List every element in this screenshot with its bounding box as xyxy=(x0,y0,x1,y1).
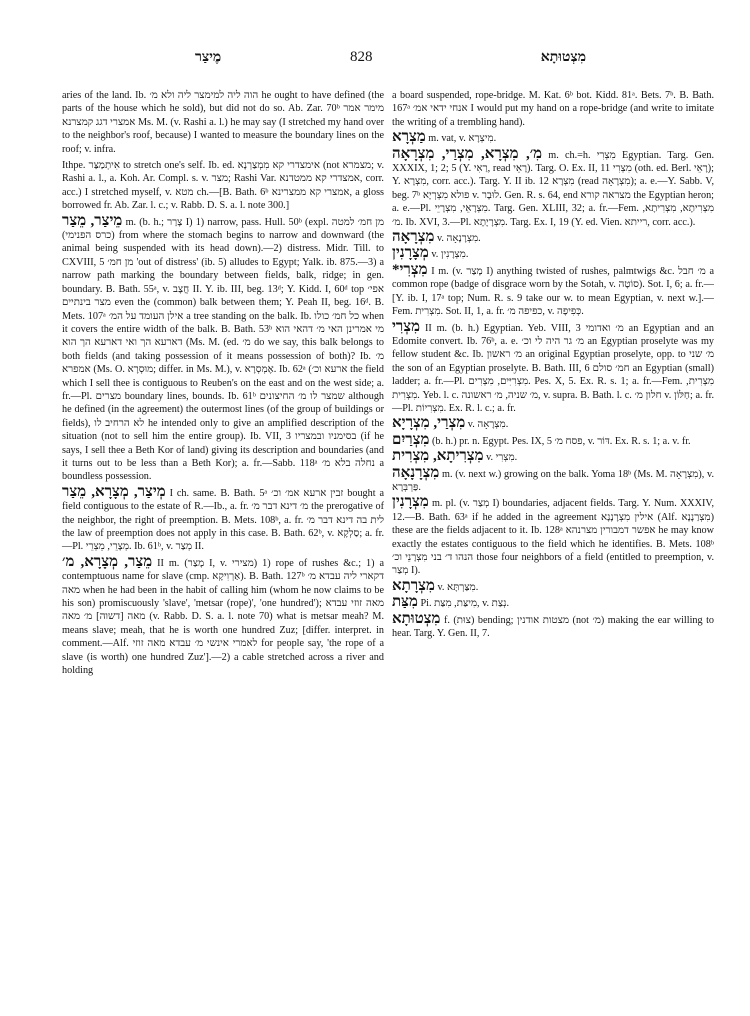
entry-text: a board suspended, rope-bridge. M. Kat. 6ᵇ bot. Kidd. 81ᵃ. Bets. 7ᵇ. B. Bath. 167ᵃ אנחי ידאי אמ׳ I would put my hand on a rope-bridge (and write to imitate the writing of a trembling hand). xyxy=(392,90,714,128)
dictionary-entry xyxy=(392,450,714,464)
entry-headword: מִצְרִי xyxy=(392,318,421,335)
dictionary-entry xyxy=(392,596,714,610)
entry-text: f. (צוּת) bending; מצטות אודנין (not מ׳) making the ear willing to hear. Targ. Y. Gen. II, 7. xyxy=(392,614,715,640)
entry-headword: מְצָרָנִין xyxy=(392,245,429,262)
dictionary-entry xyxy=(62,212,385,484)
entry-text: m. (v. next w.) growing on the balk. Yoma 18ᵇ (Ms. M. מִצְרָאָה), v. פַּרְבְּרָא. xyxy=(392,468,715,493)
entry-text: (b. h.) pr. n. Egypt. Pes. IX, 5 פסח מ׳, v. דּוֹר. Ex. R. s. 1; a. v. fr. xyxy=(431,435,691,447)
dictionary-entry xyxy=(392,577,714,594)
dictionary-entry xyxy=(392,88,714,129)
dictionary-entry xyxy=(392,131,714,145)
entry-headword: מִצְרַי, מִצְרָיָא xyxy=(392,415,466,432)
dictionary-entry xyxy=(392,417,714,431)
entry-text: Ithpe. אִיתְמַצַּר to stretch one's self. Ib. ed. אימצדרי קא מִמְצַרְנָא (not מצמרא; v. Rashi a. l., a. Koh. Ar. Compl. s. v. מצר; Rashi Var. אמצדרי קא ממטדנא, corr. acc.) I stretched myself, v. מטא ch.—[B. Bath. 6ᵇ אמצרי קא ממצרינא, a gloss borrowed fr. Ab. Zar. l. c.; v. Rabb. D. S. a. l. note 300.] xyxy=(62,160,385,212)
entry-text: I ch. same. B. Bath. 5ᵃ זבין ארעא אמ׳ וכ׳ bought a field contiguous to the estate of R.—Ib., a. fr. מ׳ דינא דבר מ׳ the prerogative of the neighbor, the right of preemption. B. Mets. 108ᵇ, a. fr. לית בה דינא דבר מ׳ the law of preemption does not apply in this case. B. Bath. 62ᵇ, v. סַלְקָא; a. fr.—Pl. מְצָרֵי, מֵצְרֵי. Ib. 61ᵇ, v. מְצַר II. xyxy=(62,487,385,553)
dictionary-entry xyxy=(392,464,715,495)
entry-headword: מִ׳, מִצְרָא, מִצְרַי, מִצְרָאָה xyxy=(392,145,543,162)
entry-headword: מִצְרִיתָא, מִצְרִית xyxy=(392,448,484,465)
entry-text: v. מִצְרִי. xyxy=(486,452,518,464)
dictionary-entry xyxy=(392,247,714,261)
entry-text: v. מִצַּרְתָּא. xyxy=(437,581,479,593)
entry-headword: מִצְרַיִם xyxy=(392,431,430,448)
entry-headword: מְיצַר, מְצָרָא, מֵצַר xyxy=(62,483,166,500)
entry-headword: מִצְטוּתָא xyxy=(392,610,441,627)
dictionary-entry xyxy=(62,158,384,213)
entry-text: I m. (v. מָצַר I) anything twisted of rushes, palmtwigs &c. מ׳ חבל a common rope (badge of disgrace worn by the Sotah, v. סוֹטָה). Sot. I, 6; a. fr.—[Y. ib. I, 17ᵃ top; Num. R. s. 9 take our w. to mean Egyptian, v. next w.].—Fem. מִצְרִית. Sot. II, 1, a. fr. כפיפה מ׳, v. כְּפִיפָה. xyxy=(392,265,715,318)
entry-headword: מִצְרָנָאָה xyxy=(392,464,440,481)
entry-text: m. ch.=h. מִצְרִי Egyptian. Targ. Gen. XXXIX, 1; 2; 5 (Y. רַאִי, read רָאֵי). Targ. O. Ex. II, 11 מִצְרִי (oth. ed. Berl. רָאֵי); Y. מִצְרָא, corr. acc.). Targ. Y. II ib. 12 מִצְרָא (read מִצְרָאָה); a. e.—Y. Sabb. V, beg. 7ᵇ פולא מִצְרְיָא v. לוּבָר. Gen. R. s. 64, end מצראה קורא the Egyptian heron; a. e.—Pl. מִצְרָאֵי, מִצְרָיֵי. Targ. Gen. XLIII, 32; a. fr.—Fem. מִצְרִיתָא, מִצְרִיתָא, מ׳. Ib. XVI, 3.—Pl. מִצְרָיָתָא. Targ. Ex. I, 19 (Y. ed. Vien. רייתא, corr. acc.). xyxy=(392,149,714,228)
entry-headword: מַצְרָא xyxy=(392,129,426,146)
page-number: 828 xyxy=(350,49,373,65)
entry-headword: *מִצְרִי xyxy=(392,261,428,278)
entry-text: m. (b. h.; צָרַר I) 1) narrow, pass. Hull. 50ᵇ (expl. מן חמ׳ למטה (כרס הפנימי) from where the stomach begins to narrow and downward (the animal being suspended with its head down).—2) distress. Midr. Till. to CXVIII, 5 מן חמ׳ 'out of distress' (ib. 5) alludes to Egypt; Yalk. ib. 875.—3) a narrow path marking the boundary between fields, balk, ridge; in gen. boundary. B. Bath. 55ᵃ, v. חֲצָב II. Y. ib. III, beg. 13ᵈ; Y. Kidd. I, 60ᵈ top אפי׳ מצר בינתיים even the (common) balk between them; Y. Peah II, beg. 16ᵈ. B. Mets. 107ᵃ אילן העומד על המ׳ a tree standing on the balk. Ib. כל חמ׳ כולו when it covers the entire width of the balk. B. Bath. 53ᵇ מי אמרינן האי מ׳ דהאי הוא דארעא הך ואי דארעא הך הוא (Ms. M. (ed. מ׳ do we say, this balk belongs to both fields (and taking possession of it means possession of both)? Ib. מ׳ אמפרא (Ms. O. מוּסְרָא; differ. in Ms. M.), v. אֶמְסְרָא. Ib. 62ᵃ (ארעא וכ׳ the field which I sell thee is contiguous to Reuben's on the east and on the west side; a. fr.—Pl. מצרים boundary lines, bounds. Ib. 61ᵇ שמצר לו מ׳ החיצונים although he defined (in the agreement) the outermost lines (of the group of buildings or fields), לא הרחיב לו he intended only to give an amplified description of the situation (not to sell him the entire group). Ib. VII, 3 בסימניו ובמצריו (if he says, I sell thee a Beth Kor of land) giving its description and boundaries (and it turns out to be less than a Beth Kor); a. fr.—Sabb. 118ᵃ נחלה בלא מ׳ a boundless possession. xyxy=(62,216,385,483)
header-headword-left: מֶיצַר xyxy=(195,50,222,65)
entry-headword: מִצְרָאָה xyxy=(392,229,435,246)
header-headword-right: מִצְטוּתָא xyxy=(540,50,586,65)
entry-text: v. מִצְרָאָה. xyxy=(467,419,509,431)
entry-headword: מִצַּת xyxy=(392,594,418,611)
dictionary-entry xyxy=(392,145,714,229)
entry-headword: מִצְרָתָא xyxy=(392,577,435,594)
entry-text: v. מִצְרָנִין. xyxy=(431,249,469,261)
dictionary-entry xyxy=(392,231,714,245)
dictionary-entry xyxy=(392,318,715,416)
entry-headword: מִצְרָנִין xyxy=(392,494,429,511)
entry-text: II m. (b. h.) Egyptian. Yeb. VIII, 3 מ׳ ואדומי an Egyptian and an Edomite convert. Ib. 76ᵇ, a. e. מ׳ גר היה לי וכ׳ an Egyptian proselyte was my fellow student &c. Ib. מ׳ ראשון an original Egyptian proselyte, opp. to מ׳ שני the son of an Egyptian proselyte. B. Bath. III, 6 חמ׳ סולם an Egyptian (small) ladder; a. fr.—Pl. מִצְרִיִּים, מִצְרִים. Pes. X, 5. Ex. R. s. 1; a. fr.—Fem. מִצְרִית, מִצְרִית. Yeb. l. c. מ׳ שניה, מ׳ ראשונה, v. supra. B. Bath. l. c. חלון מ׳ v. חַלּוֹן; a. fr.—Pl. מִצְרִיוֹת. Ex. R. l. c.; a. fr. xyxy=(392,322,715,414)
entry-text: m. vat, v. מִיצְרָא. xyxy=(428,133,497,145)
left-column xyxy=(62,88,384,679)
right-column xyxy=(392,88,714,642)
dictionary-entry xyxy=(62,483,385,554)
dictionary-entry xyxy=(392,431,714,448)
running-header xyxy=(52,50,716,70)
dictionary-entry xyxy=(62,88,384,156)
entry-headword: מֵצַר, מְצָרָא, מ׳ xyxy=(62,553,153,570)
dictionary-entry xyxy=(392,610,715,641)
entry-text: aries of the land. Ib. הוה ליה למימצר ליה ולא מ׳ he ought to have defined (the parts of the house which he sold), but did not do so. Ab. Zar. 70ᵇ מימר אמר אמצרי דגג קמצרנא Ms. M. (v. Rashi a. l.) he may say (I stretched my hand over to the neighbor's roof, because) I wanted to measure the boundary lines on the roof; v. infra. xyxy=(62,90,384,155)
entry-text: m. pl. (v. מְצַר I) boundaries, adjacent fields. Targ. Y. Num. XXXIV, 12.—B. Bath. 63ᵃ if he added in the agreement אילין מִצְרָנָנָא (Alf. מִצְרַנָנָא) these are the fields adjacent to it. Ib. 128ᵃ אפשר דמבורין מצרנהא he may know exactly the estates contiguous to the field which he identifies. B. Mets. 108ᵇ הנהו ד׳ בני מִצְרָנֵי וכ׳ those four neighbors of a field (entitled to preemption, v. מְצַר I). xyxy=(392,498,715,577)
entry-text: Pi. מִיצַּת, מִצַּת, v. נְצַת. xyxy=(420,598,510,610)
entry-headword: מֵיצַר, מֵצַר xyxy=(62,212,123,229)
entry-text: v. מִצְרָנָאָה. xyxy=(436,233,481,245)
dictionary-entry xyxy=(392,496,714,577)
dictionary-entry xyxy=(392,261,715,319)
entry-text: II m. (מָצַר I, v. מצירי) 1) rope of rushes &c.; 1) a contemptuous name for slave (cmp. אַרְוִיקָא). B. Bath. 127ᵇ דקארי ליה עבדא מ׳ מאה when he had been in the habit of calling him (whom he now claims to be his son) promiscuously 'slave', 'metsar (rope)', 'one hundred'); מאה זוזי עבדא מאה [דשוה] מ׳ מאה (v. Rabb. D. S. a. l. note 70) what is metsar meah? M. means slave; meah, that he is worth one hundred Zuz; [differ. interpret. in comment.—Alf. לאמרי אינשי מ׳ עבדא מאה זוזי for people say, 'the rope of a slave (is worth) one hundred Zuz'].—2) a cable stretched across a river and holding xyxy=(62,557,385,677)
dictionary-entry xyxy=(62,553,385,678)
